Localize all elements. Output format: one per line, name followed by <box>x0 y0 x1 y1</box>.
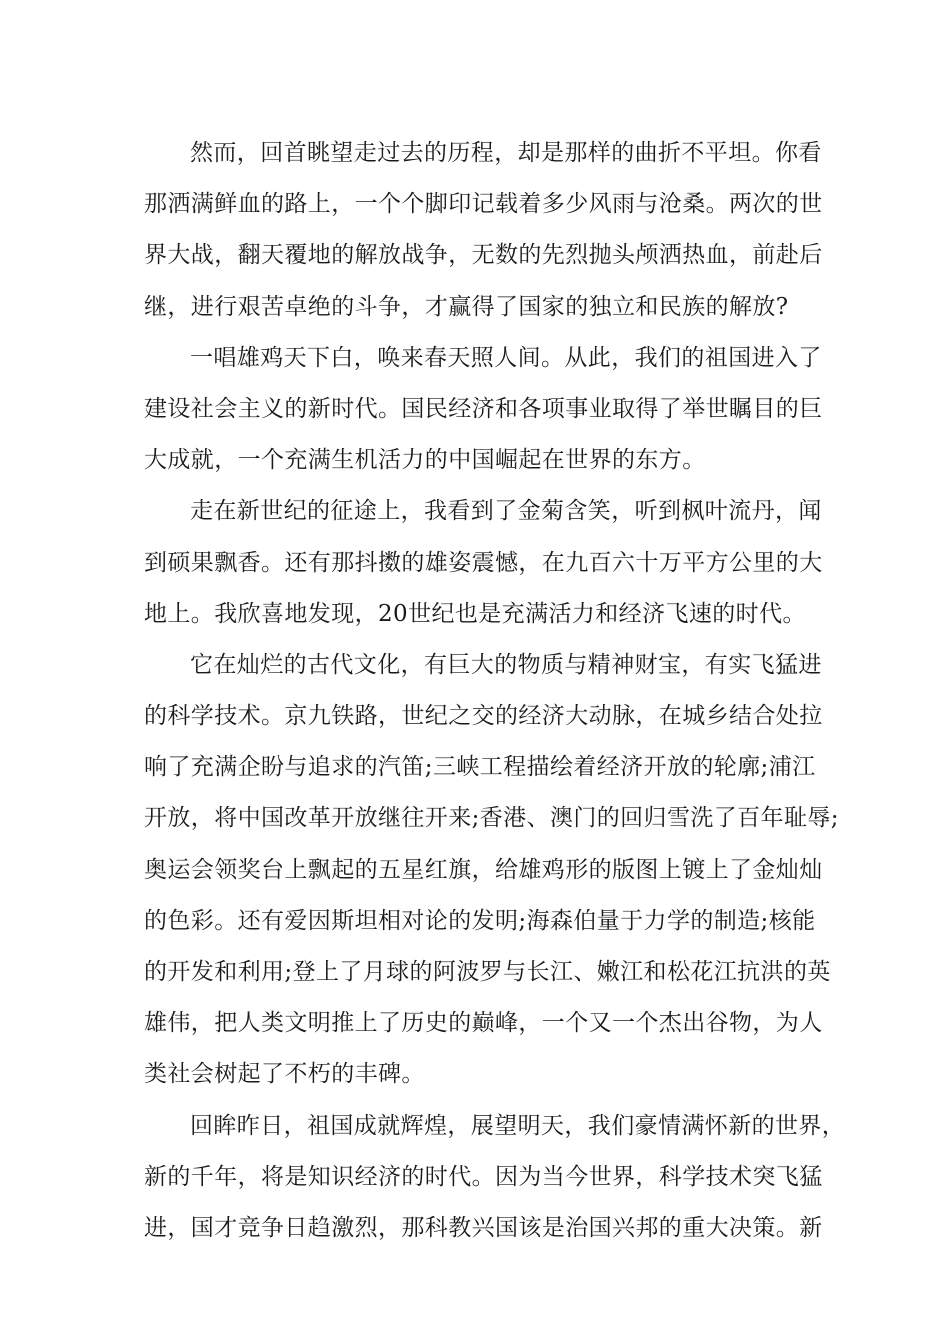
text-line: 雄伟，把人类文明推上了历史的巅峰，一个又一个杰出谷物，为人 <box>144 1010 823 1037</box>
text-line: 然而，回首眺望走过去的历程，却是那样的曲折不平坦。你看 <box>190 140 822 166</box>
text-line: 的色彩。还有爱因斯坦相对论的发明;海森伯量于力学的制造;核能 <box>144 907 816 934</box>
text-line: 新的千年，将是知识经济的时代。因为当今世界，科学技术突飞猛 <box>144 1163 823 1190</box>
text-line: 它在灿烂的古代文化，有巨大的物质与精神财宝，有实飞猛进 <box>190 651 822 678</box>
text-line: 界大战，翻天覆地的解放战争，无数的先烈抛头颅洒热血，前赴后 <box>144 242 823 269</box>
text-line: 响了充满企盼与追求的汽笛;三峡工程描绘着经济开放的轮廓;浦江 <box>144 754 816 781</box>
text-line: 奥运会领奖台上飘起的五星红旗，给雄鸡形的版图上镀上了金灿灿 <box>144 856 823 883</box>
paragraph-5 <box>144 1101 846 1255</box>
text-line: 大成就，一个充满生机活力的中国崛起在世界的东方。 <box>144 447 706 474</box>
paragraph-3 <box>144 486 823 640</box>
paragraph-2 <box>144 333 823 487</box>
text-line: 的科学技术。京九铁路，世纪之交的经济大动脉，在城乡结合处拉 <box>144 703 823 730</box>
paragraph-4 <box>144 640 839 1101</box>
text-line: 地上。我欣喜地发现，20世纪也是充满活力和经济飞速的时代。 <box>144 600 806 627</box>
paragraph-1 <box>144 128 823 333</box>
text-line: 回眸昨日，祖国成就辉煌，展望明天，我们豪情满怀新的世界， <box>190 1112 846 1139</box>
text-line: 一唱雄鸡天下白，唤来春天照人间。从此，我们的祖国进入了 <box>190 344 822 371</box>
text-line: 进，国才竞争日趋激烈，那科教兴国该是治国兴邦的重大决策。新 <box>144 1214 823 1241</box>
text-line: 到硕果飘香。还有那抖擞的雄姿震憾，在九百六十万平方公里的大 <box>144 549 823 576</box>
text-line: 开放，将中国改革开放继往开来;香港、澳门的回归雪洗了百年耻辱; <box>144 805 839 832</box>
text-line: 建设社会主义的新时代。国民经济和各项事业取得了举世瞩目的巨 <box>144 395 823 422</box>
document-body <box>144 128 846 1254</box>
text-line: 继，进行艰苦卓绝的斗争，才赢得了国家的独立和民族的解放? <box>144 293 789 320</box>
text-line: 的开发和利用;登上了月球的阿波罗与长江、嫩江和松花江抗洪的英 <box>144 959 831 985</box>
text-line: 走在新世纪的征途上，我看到了金菊含笑，听到枫叶流丹，闻 <box>190 498 822 525</box>
text-line: 类社会树起了不朽的丰碑。 <box>144 1061 425 1088</box>
text-line: 那洒满鲜血的路上，一个个脚印记载着多少风雨与沧桑。两次的世 <box>144 191 823 218</box>
